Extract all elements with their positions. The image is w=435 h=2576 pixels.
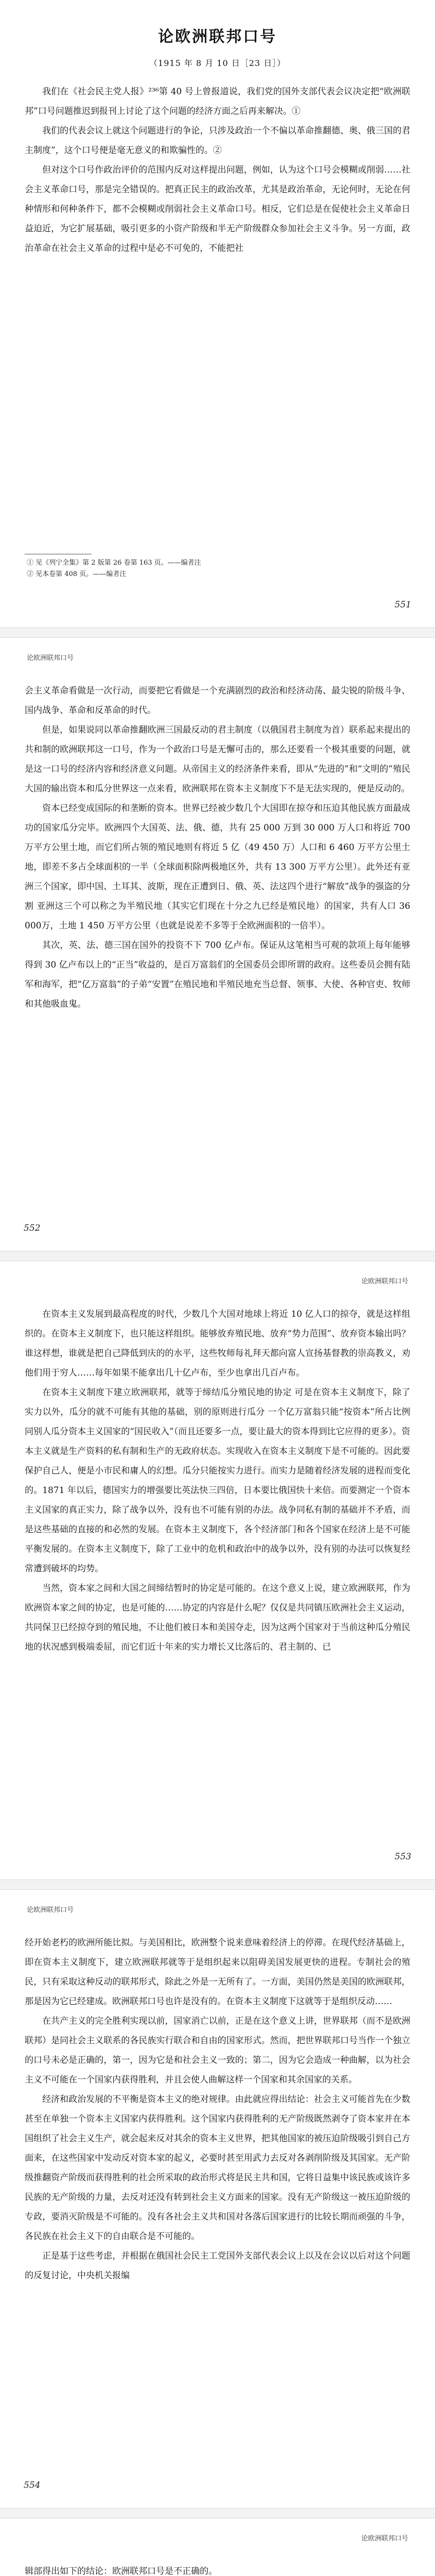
paragraph: 当然，资本家之间和大国之间缔结暂时的协定是可能的。在这个意义上说，建立欧洲联邦，作为欧洲资本家之间的协定，也是可能的……协定的内容是什么呢？仅仅是共同镇压欧洲社会主义运动，共同保卫已经掠夺到的殖民地，不让他们被日本和美国夺走，因为这两个国家对于当前这种瓜分殖民地的状况感到极端委屈，而它们近十年来的实力增长又比落后的、君主制的、已 (25, 1583, 410, 1652)
page-1-body (25, 82, 410, 258)
page-2-body (25, 681, 410, 1014)
article-date: （1915 年 8 月 10 日［23 日］） (149, 58, 286, 68)
paragraph: 我们的代表会议上就这个问题进行的争论，只涉及政治一个不偏以革命推翻德、奥、俄三国的君主制度”，这个口号便是毫无意义的和欺骗性的。② (25, 126, 410, 156)
page-4-body (25, 1933, 410, 2285)
footnotes (25, 554, 410, 580)
paragraph: 经开始老朽的欧洲所能比拟。与美国相比，欧洲整个说来意味着经济上的停滞。在现代经济基础上，即在资本主义制度下，建立欧洲联邦就等于是组织起来以阻碍美国发展更快的进程。专制社会的殖民，只有采取这种反动的联邦形式，除此之外是一无所有了。一方面，美国仍然是美国的欧洲联邦，那是因为它已经建成。欧洲联邦口号也许是没有的。在资本主义制度下这就等于是组织反动…… (25, 1938, 410, 2007)
footnote: ① 见《列宁全集》第 2 版第 26 卷第 163 页。——编者注 (27, 559, 201, 567)
paragraph: 在资本主义发展到最高程度的时代，少数几个大国对地球上将近 10 亿人口的掠夺，就是这样组织的。在资本主义制度下，也只能这样组织。能够放弃殖民地、放弃“势力范围”、放弃资本输出吗？谁这样想，谁就是把自己降低到庆的的水平，这些牧师每礼拜天都向富人宣扬基督教的崇高教义，劝他们用于穷人……每年如果不能拿出几十亿卢布，至少也拿出几百卢布。 (25, 1309, 410, 1378)
running-head: 论欧洲联邦口号 (27, 1906, 74, 1914)
running-head: 论欧洲联邦口号 (27, 654, 74, 662)
paragraph: 我们在《社会民主党人报》²³⁶第 40 号上曾报道说，我们党的国外支部代表会议决定把“欧洲联邦”口号问题推迟到报刊上讨论了这个问题的经济方面之后再来解决。① (25, 87, 410, 116)
paragraph: 但对这个口号作政治评价的范围内反对这样提出问题，例如，认为这个口号会模糊或削弱……社会主义革命口号，那是完全错误的。把真正民主的政治改革，尤其是政治革命，无论何时，无论在何种情形和何种条件下，都不会模糊或削弱社会主义革命口号。相反，它们总是在促使社会主义革命日益迫近，为它扩展基础，吸引更多的小资产阶级和半无产阶级群众参加社会主义斗争。另一方面，政治革命在社会主义革命的过程中是必不可免的，不能把社 (25, 165, 410, 253)
paragraph: 在资本主义制度下建立欧洲联邦，就等于缔结瓜分殖民地的协定 可是在资本主义制度下，除了实力以外，瓜分的就不可能有其他的基础，别的原则进行瓜分 一个亿万富翁只能“按资本”所占比例同别人瓜分资本主义国家的“国民收入”（而且还要多一点，要让最大的资本得到比它应得的更多）。资本主义就是生产资料的私有制和生产的无政府状态。实现收入在资本主义制度下是不可能的。因此要保护自己人，便是小市民和庸人的幻想。瓜分只能按实力进行。而实力是随着经济发展的进程而变化的。1871 年以后，德国实力的增强要比英法快三四倍，日本要比俄国快十来倍。而要测定一个资本主义国家的真正实力，除了战争以外，没有也不可能有别的办法。战争同私有制的基础并不矛盾，而是这些基础的直接的和必然的发展。在资本主义制度下，各个经济部门和各个国家在经济上是不可能平衡发展的。在资本主义制度下，除了工业中的危机和政治中的战争以外，没有别的办法可以恢复经常遭到破坏的均势。 (25, 1387, 410, 1574)
paragraph: 辑部得出如下的结论：欧洲联邦口号是不正确的。 (25, 2566, 217, 2576)
paragraph: 但是，如果说同以革命推翻欧洲三国最反动的君主制度（以俄国君主制度为首）联系起来提出的共和制的欧洲联邦这一口号，作为一个政治口号是无懈可击的，那么还要看一个极其重要的问题，就是这一口号的经济内容和经济意义问题。从帝国主义的经济条件来看，即从“先进的”和“文明的”殖民大国的输出资本和瓜分世界这一点来看，欧洲联邦在资本主义制度下不是无法实现的，便是反动的。 (25, 725, 410, 794)
page-5-body (25, 2562, 410, 2576)
running-head: 论欧洲联邦口号 (361, 2535, 408, 2543)
paragraph: 在共产主义的完全胜利实现以前，国家消亡以前，正是在这个意义上讲，世界联邦（而不是欧洲联邦）是同社会主义联系的各民族实行联合和自由的国家形式。然而，把世界联邦口号当作一个独立的口号未必是正确的，第一，因为它是和社会主义一致的；第二，因为它会造成一种曲解，以为社会主义不可能在一个国家内获得胜利，并且会使人曲解这样一个国家和其余国家的关系。 (25, 2016, 410, 2085)
page-separator (0, 1879, 435, 1890)
paragraph: 资本已经变成国际的和垄断的资本。世界已经被少数几个大国即在掠夺和压迫其他民族方面最成功的国家瓜分完毕。欧洲四个大国英、法、俄、德，共有 25 000 万到 30 000 万人口和将近 700 万平方公里土地，而它们所占领的殖民地则有将近 5 亿（49 450 万）人口和 6 460 万平方公里土地，即差不多占全球面积的一半（全球面积除两极地区外，共有 13 300 万平方公里）。此外还有亚洲三个国家，即中国、土耳其、波斯，现在正遭到日、俄、英、法这四个进行“解放”战争的强盗的分割 亚洲这三个可以称之为半殖民地（其实它们现在十分之九已经是殖民地）的国家，共有人口 36 000万，土地 1 450 万平方公里（也就是说差不多等于全欧洲面积的一倍半）。 (25, 803, 410, 931)
page-separator (0, 1251, 435, 1261)
page-separator (0, 2508, 435, 2518)
paragraph: 其次，英、法、德三国在国外的投资不下 700 亿卢布。保证从这笔相当可观的款项上每年能够得到 30 亿卢布以上的“正当”收益的，是百万富翁们的全国委员会即所谓的政府。这些委员会拥有陆军和海军，把“亿万富翁”的子弟“安置”在殖民地和半殖民地充当总督、领事、大使、各种官吏、牧师和其他吸血鬼。 (25, 940, 410, 1009)
page-number: 553 (394, 1852, 411, 1862)
page-2 (0, 638, 435, 1251)
page-number: 554 (24, 2480, 41, 2490)
page-3 (0, 1261, 435, 1879)
page-number: 551 (394, 600, 411, 610)
paragraph: 经济和政治发展的不平衡是资本主义的绝对规律。由此就应得出结论：社会主义可能首先在少数甚至在单独一个资本主义国家内获得胜利。这个国家内获得胜利的无产阶级既然剥夺了资本家并在本国组织了社会主义生产，就会起来反对其余的资本主义世界，把其他国家的被压迫阶级吸引到自己方面来，在这些国家中发动反对资本家的起义，必要时甚至用武力去反对各剥削阶级及其国家。无产阶级推翻资产阶级而获得胜利的社会所采取的政治形式将是民主共和国，它将日益集中该民族或该许多民族的无产阶级的力量，去反对还没有转到社会主义方面来的国家。没有无产阶级这一被压迫阶级的专政，要消灭阶级是不可能的。没有各社会主义共和国对各落后国家进行的比较长期而顽强的斗争，各民族在社会主义下的自由联合是不可能的。 (25, 2094, 410, 2242)
page-4 (0, 1890, 435, 2508)
page-5 (0, 2518, 435, 2576)
running-head: 论欧洲联邦口号 (361, 1278, 408, 1285)
article-title: 论欧洲联邦口号 (158, 28, 277, 46)
page-number: 552 (24, 1223, 41, 1233)
footnote: ② 见本卷第 408 页。——编者注 (27, 570, 127, 578)
paragraph: 会主义革命看做是一次行动，而要把它看做是一个充满剧烈的政治和经济动荡、最尖锐的阶级斗争、国内战争、革命和反革命的时代。 (25, 686, 410, 716)
page-3-body (25, 1304, 410, 1657)
page-separator (0, 628, 435, 638)
paragraph: 正是基于这些考虑，并根据在俄国社会民主工党国外支部代表会议上以及在会议以后对这个问题的反复讨论，中央机关报编 (25, 2251, 410, 2281)
page-1 (0, 0, 435, 628)
